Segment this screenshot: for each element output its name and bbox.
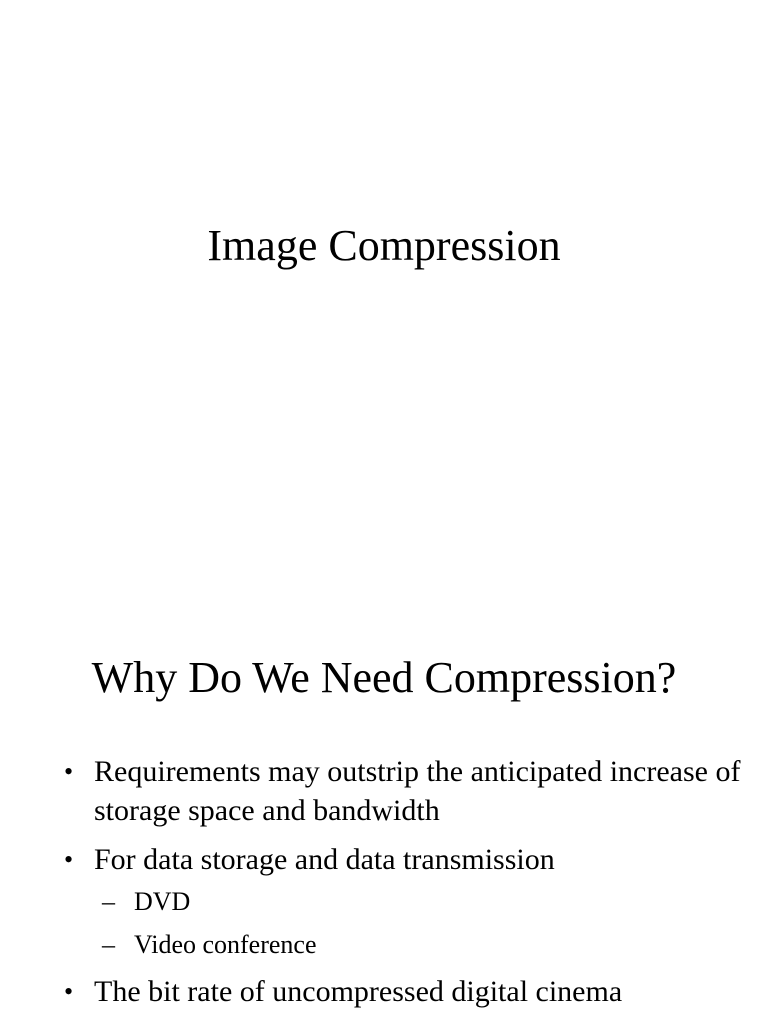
sub-bullet-text: DVD <box>134 887 191 916</box>
sub-bullet-item <box>102 885 744 919</box>
slide-title: Why Do We Need Compression? <box>91 653 677 702</box>
bullet-list <box>64 752 744 1021</box>
bullet-item <box>64 972 744 1011</box>
dash-icon: – <box>102 887 115 916</box>
slide-2 <box>0 512 768 1024</box>
sub-bullet-item <box>102 928 744 962</box>
bullet-text: For data storage and data transmission <box>94 843 555 876</box>
sub-bullet-text: Video conference <box>134 930 317 959</box>
sub-bullet-list <box>94 885 744 962</box>
bullet-dot-icon: • <box>64 977 74 1006</box>
dash-icon: – <box>102 930 115 959</box>
bullet-text: Requirements may outstrip the anticipated increase of storage space and bandwidth <box>94 755 741 827</box>
slide-title: Image Compression <box>207 221 561 270</box>
bullet-text: The bit rate of uncompressed digital cinema <box>94 975 623 1008</box>
bullet-dot-icon: • <box>64 845 74 874</box>
bullet-item <box>64 752 744 830</box>
bullet-dot-icon: • <box>64 757 74 786</box>
bullet-item <box>64 840 744 962</box>
